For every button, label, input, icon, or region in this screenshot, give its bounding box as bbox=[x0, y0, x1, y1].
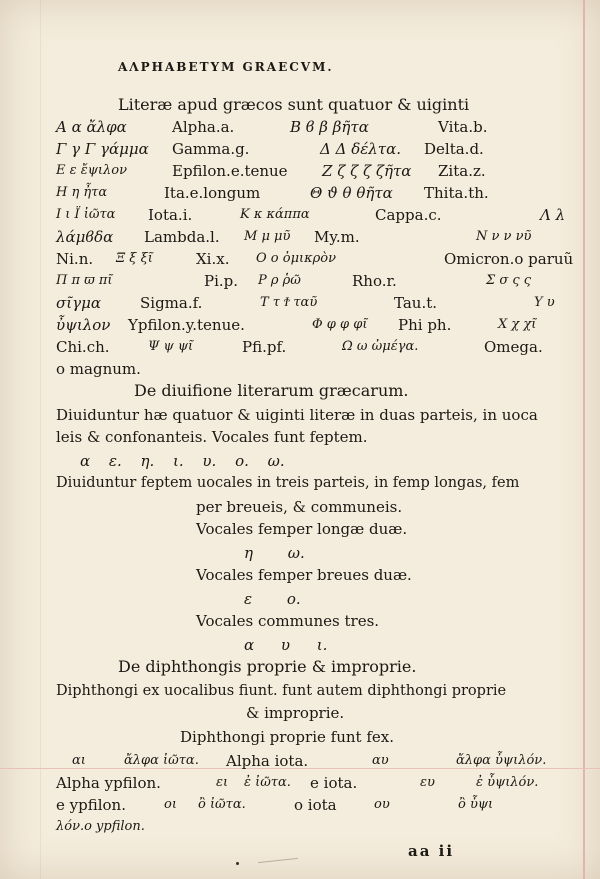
alphabet-cell: Lambda.l. bbox=[144, 228, 220, 246]
alphabet-cell: ὖψιλον bbox=[56, 316, 111, 334]
alphabet-cell: Ο ο ὀμικρὸν bbox=[256, 251, 337, 266]
vowel-list: α ε. η. ι. υ. ο. ω. bbox=[80, 452, 285, 470]
alphabet-cell: Ξ ξ ξῖ bbox=[116, 251, 153, 266]
alphabet-cell: Ζ ζ ζ ζ ζῆτα bbox=[322, 162, 412, 180]
alphabet-cell: Ρ ρ ῥῶ bbox=[258, 273, 301, 288]
alphabet-cell: Pi.p. bbox=[204, 272, 239, 290]
paragraph-line: leis & confonanteis. Vocales funt feptem. bbox=[56, 428, 368, 446]
alphabet-cell: Β ϐ β βῆτα bbox=[290, 118, 369, 136]
pen-smudge bbox=[258, 858, 298, 863]
diphthong-cell: αυ bbox=[372, 753, 389, 768]
running-header: ΑΛΡΗΑΒΕΤΥΜ GRAECVM. bbox=[118, 60, 334, 74]
alphabet-cell: Τ τ Ϯ ταῦ bbox=[260, 295, 318, 310]
paragraph-line: Diphthongi ex uocalibus fiunt. funt autem diphthongi proprie bbox=[56, 683, 507, 699]
alphabet-cell: Tau.t. bbox=[394, 294, 438, 312]
short-vowels: ε ο. bbox=[244, 590, 301, 608]
diphthong-cell: ὂ ὖψι bbox=[458, 797, 494, 812]
diphthong-cell: Alpha iota. bbox=[226, 752, 309, 770]
section-heading: De diuifione literarum græcarum. bbox=[134, 381, 409, 400]
paragraph-line: Diuiduntur hæ quatuor & uiginti literæ in duas parteis, in uoca bbox=[56, 406, 538, 424]
diphthong-cell: ευ bbox=[420, 775, 435, 790]
paragraph-line: Vocales femper breues duæ. bbox=[196, 566, 412, 584]
intro-text: Literæ apud græcos sunt quatuor & uiginti bbox=[118, 95, 470, 114]
alphabet-cell: Α α ἄλφα bbox=[56, 118, 127, 136]
alphabet-cell: Ι ι Ϊ ἰῶτα bbox=[56, 207, 116, 222]
diphthong-cell: Alpha ypfilon. bbox=[56, 774, 161, 792]
alphabet-cell: Rho.r. bbox=[352, 272, 397, 290]
alphabet-cell: Ε ε ἔψιλον bbox=[56, 163, 127, 178]
alphabet-cell: Ni.n. bbox=[56, 250, 94, 268]
diphthong-cell: e iota. bbox=[310, 774, 358, 792]
alphabet-cell: Υ υ bbox=[534, 295, 555, 310]
diphthong-cell: o iota bbox=[294, 796, 337, 814]
diphthong-cell: ἐ ἰῶτα. bbox=[244, 775, 291, 790]
diphthong-cell: ἄλφα ἰῶτα. bbox=[124, 753, 199, 768]
alphabet-cell: Omicron.o paruũ bbox=[444, 250, 574, 268]
alphabet-cell: Ψ ψ ψῖ bbox=[148, 339, 194, 354]
alphabet-cell: Vita.b. bbox=[438, 118, 488, 136]
alphabet-cell: Epfilon.e.tenue bbox=[172, 162, 288, 180]
alphabet-cell: Cappa.c. bbox=[375, 206, 442, 224]
alphabet-cell: Sigma.f. bbox=[140, 294, 203, 312]
diphthong-cell: ου bbox=[374, 797, 390, 812]
alphabet-cell: Ypfilon.y.tenue. bbox=[128, 316, 245, 334]
alphabet-cell: Pfi.pf. bbox=[242, 338, 287, 356]
alphabet-cell: Chi.ch. bbox=[56, 338, 110, 356]
paragraph-line: Diphthongi proprie funt fex. bbox=[180, 728, 394, 746]
section-heading: De diphthongis proprie & improprie. bbox=[118, 657, 417, 676]
alphabet-cell: Ν ν ν νῦ bbox=[476, 229, 532, 244]
alphabet-cell: Ω ω ὠμέγα. bbox=[342, 339, 419, 354]
alphabet-cell: Thita.th. bbox=[424, 184, 489, 202]
alphabet-cell: Γ γ Γ γάμμα bbox=[56, 140, 149, 158]
alphabet-cell: Π π ϖ πῖ bbox=[56, 273, 113, 288]
margin-rule-vertical bbox=[583, 0, 585, 879]
alphabet-cell: Gamma.g. bbox=[172, 140, 250, 158]
long-vowels: η ω. bbox=[244, 544, 305, 562]
page-fold bbox=[40, 0, 41, 879]
paragraph-line: Vocales femper longæ duæ. bbox=[196, 520, 408, 538]
alphabet-cell: Delta.d. bbox=[424, 140, 484, 158]
alphabet-cell: λάμϐδα bbox=[56, 228, 114, 246]
alphabet-cell: Χ χ χῖ bbox=[498, 317, 537, 332]
alphabet-cell: Κ κ κάππα bbox=[240, 207, 310, 222]
diphthong-cell: e ypfilon. bbox=[56, 796, 126, 814]
common-vowels: α υ ι. bbox=[244, 636, 328, 654]
diphthong-cell: ἐ ὖψιλόν. bbox=[476, 775, 539, 790]
alphabet-cell: Iota.i. bbox=[148, 206, 193, 224]
alphabet-cell: Σ σ ς ς bbox=[486, 273, 532, 288]
alphabet-cell: Xi.x. bbox=[196, 250, 230, 268]
diphthong-cell: ὂ ἰῶτα. bbox=[198, 797, 246, 812]
alphabet-cell: Λ λ bbox=[540, 206, 566, 224]
alphabet-cell: Δ Δ δέλτα. bbox=[320, 140, 401, 158]
alphabet-cell: Omega. bbox=[484, 338, 543, 356]
ink-spot bbox=[236, 862, 239, 865]
paragraph-line: Diuiduntur feptem uocales in treis parteis, in femp longas, fem bbox=[56, 475, 520, 491]
diphthong-cell: αι bbox=[72, 753, 86, 768]
diphthong-cell: ἄλφα ὖψιλόν. bbox=[456, 753, 547, 768]
alphabet-cell: Μ μ μῦ bbox=[244, 229, 291, 244]
signature-mark: aa ii bbox=[408, 842, 455, 860]
paragraph-line: Vocales communes tres. bbox=[196, 612, 380, 630]
paragraph-line: per breueis, & communeis. bbox=[196, 498, 403, 516]
alphabet-cell: Φ φ φ φῖ bbox=[312, 317, 368, 332]
alphabet-cell: Η η ἦτα bbox=[56, 185, 108, 200]
diphthong-cell: οι bbox=[164, 797, 177, 812]
alphabet-cell: Ita.e.longum bbox=[164, 184, 261, 202]
alphabet-cell: Θ ϑ θ θῆτα bbox=[310, 184, 393, 202]
alphabet-cell: σῖγμα bbox=[56, 294, 101, 312]
paragraph-line: & improprie. bbox=[246, 704, 345, 722]
diphthong-cell: ει bbox=[216, 775, 229, 790]
diphthong-cell: λόν.o ypfilon. bbox=[56, 819, 145, 834]
alphabet-cell: Phi ph. bbox=[398, 316, 452, 334]
alphabet-cell: o magnum. bbox=[56, 360, 141, 378]
alphabet-cell: Alpha.a. bbox=[172, 118, 235, 136]
alphabet-cell: My.m. bbox=[314, 228, 360, 246]
alphabet-cell: Zita.z. bbox=[438, 162, 486, 180]
